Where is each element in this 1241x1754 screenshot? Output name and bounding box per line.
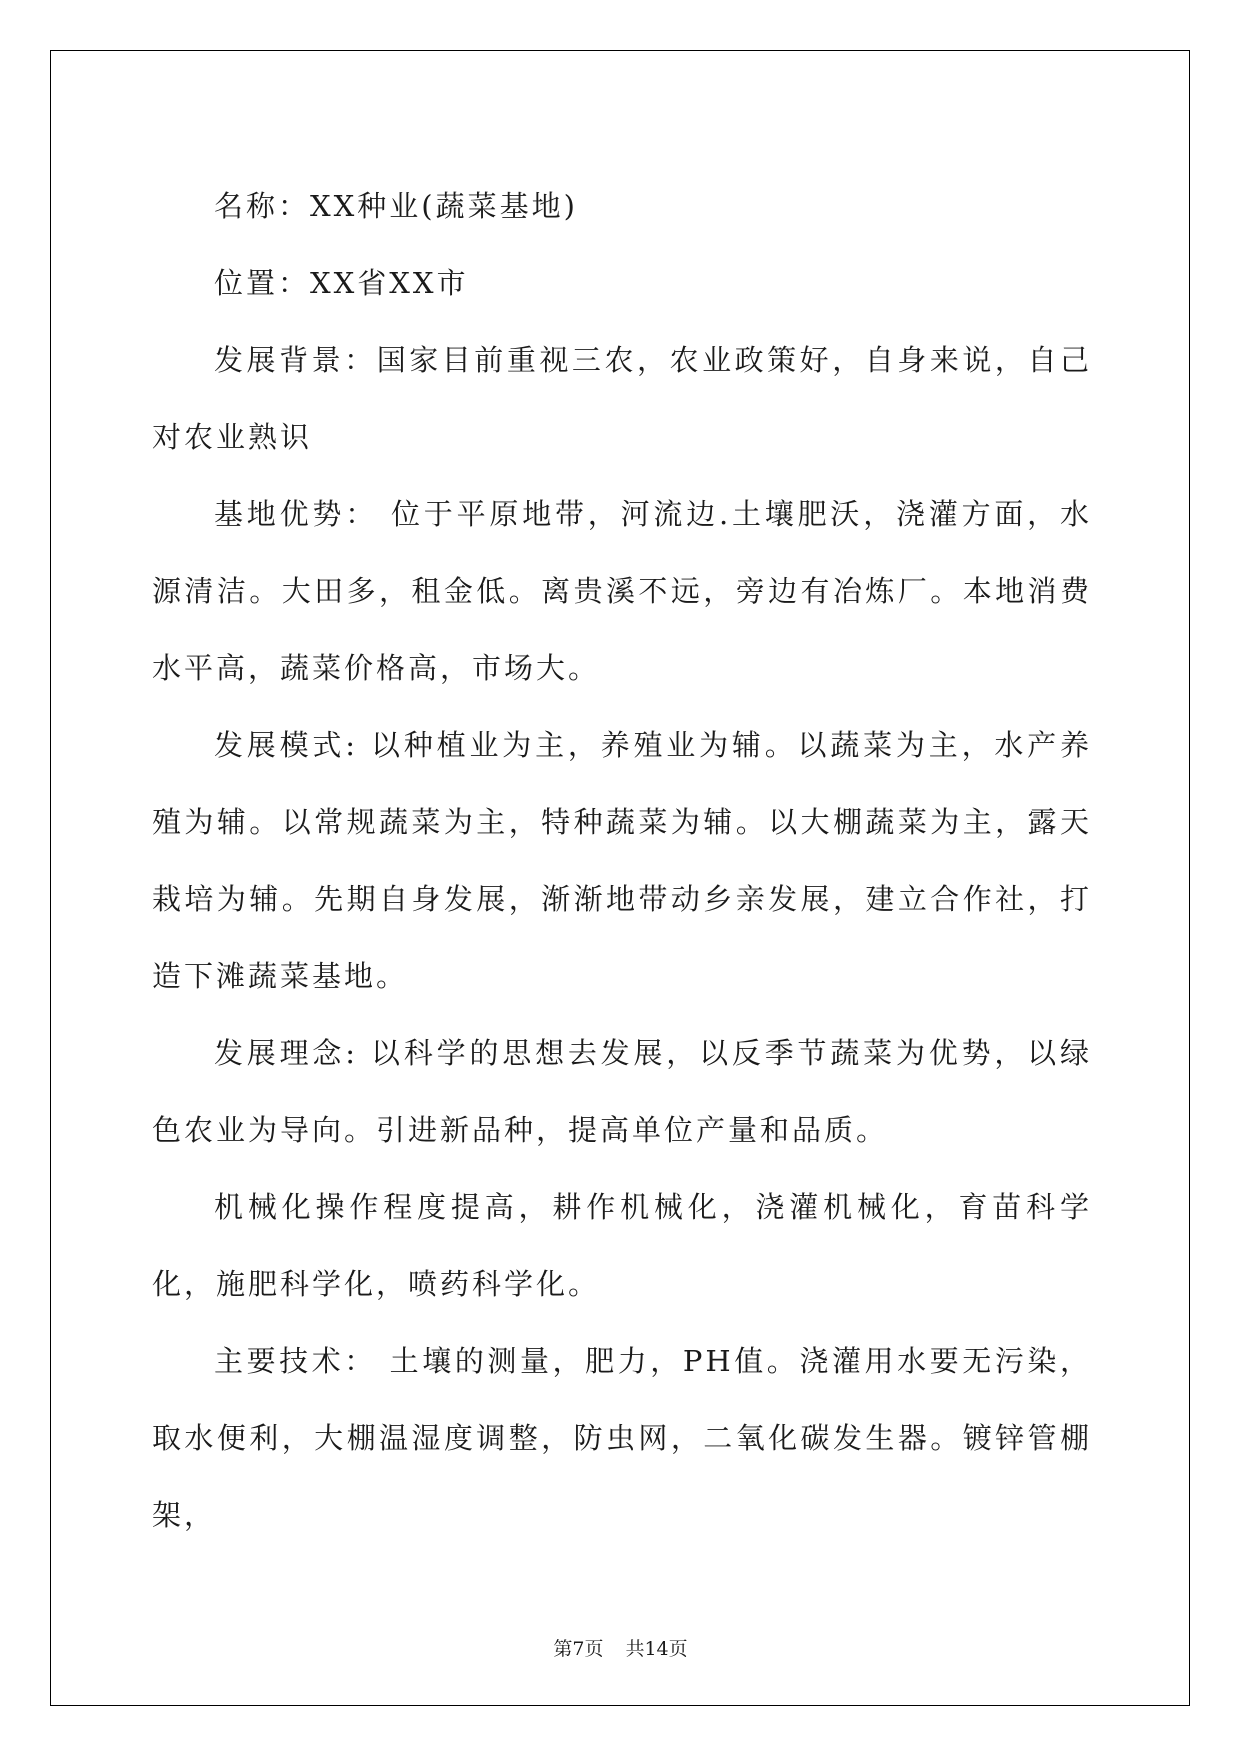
paragraph-background: 发展背景：国家目前重视三农，农业政策好，自身来说，自己对农业熟识 <box>152 343 1092 454</box>
page-footer <box>0 1634 1241 1661</box>
paragraph-development-concept: 发展理念: 以科学的思想去发展，以反季节蔬菜为优势，以绿色农业为导向。引进新品种，提高单位产量和品质。 <box>152 1036 1092 1147</box>
paragraph-development-mode: 发展模式: 以种植业为主，养殖业为辅。以蔬菜为主，水产养殖为辅。以常规蔬菜为主，特种蔬菜为辅。以大棚蔬菜为主，露天栽培为辅。先期自身发展，渐渐地带动乡亲发展，建立合作社，打造下滩蔬菜基地。 <box>152 728 1092 993</box>
paragraph-advantages: 基地优势： 位于平原地带，河流边.土壤肥沃，浇灌方面，水源清洁。大田多，租金低。离贵溪不远，旁边有冶炼厂。本地消费水平高，蔬菜价格高，市场大。 <box>152 497 1092 685</box>
paragraph-name: 名称：XX种业(蔬菜基地) <box>214 189 578 223</box>
paragraph-mechanization: 机械化操作程度提高，耕作机械化，浇灌机械化，育苗科学化，施肥科学化，喷药科学化。 <box>152 1190 1092 1301</box>
paragraph-main-technology: 主要技术： 土壤的测量，肥力，PH值。浇灌用水要无污染，取水便利，大棚温湿度调整，防虫网，二氧化碳发生器。镀锌管棚架， <box>152 1344 1092 1532</box>
document-body <box>152 168 1092 1554</box>
page-total: 共14页 <box>625 1638 688 1660</box>
page-number: 第7页 <box>553 1638 604 1660</box>
paragraph-location: 位置：XX省XX市 <box>214 266 469 300</box>
